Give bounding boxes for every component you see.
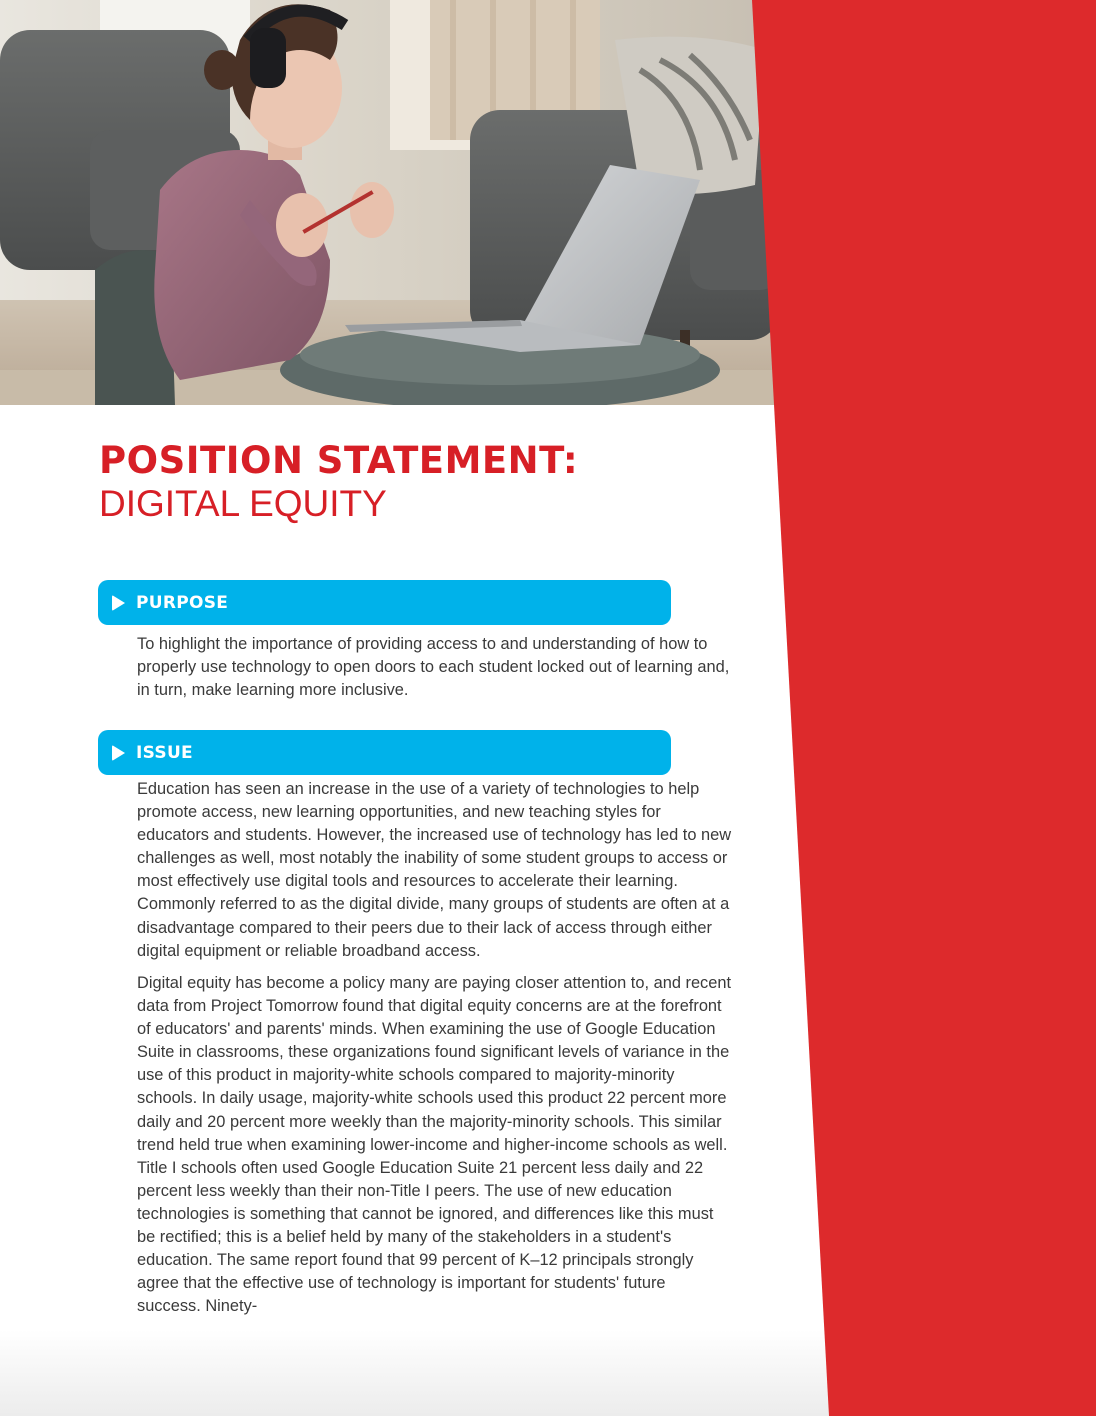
issue-label: ISSUE bbox=[136, 742, 193, 763]
title-line-position-statement: POSITION STATEMENT: bbox=[99, 439, 579, 482]
issue-paragraph-1: Education has seen an increase in the use of a variety of technologies to help promote access, new learning opportunities, and new teaching styles for educators and students. However, the increased use of technology has led to new challenges as well, most notably the inability of some student groups to access or most effectively use digital tools and resources to accelerate their learning. Commonly referred to as the digital divide, many groups of students are often at a disadvantage compared to their peers due to their lack of access through either digital equipment or reliable broadband access. bbox=[137, 780, 732, 960]
purpose-section-header bbox=[98, 580, 671, 625]
photo-student-with-laptop-icon bbox=[0, 0, 780, 405]
hero-photo bbox=[0, 0, 780, 405]
issue-paragraph-2: Digital equity has become a policy many are paying closer attention to, and recent data from Project Tomorrow found that digital equity concerns are at the forefront of educators' and parents' minds. When examining the use of Google Education Suite in classrooms, these organizations found significant levels of variance in the use of this product in majority-white schools compared to majority-minority schools. In daily usage, majority-white schools used this product 22 percent more daily and 20 percent more weekly than the majority-minority schools. This similar trend held true when examining lower-income and higher-income schools as well. Title I schools often used Google Education Suite 21 percent less daily and 22 percent less weekly than their non-Title I peers. The use of new education technologies is something that cannot be ignored, and differences like this must be rectified; this is a belief held by many of the stakeholders in a student's education. The same report found that 99 percent of K–12 principals strongly agree that the effective use of technology is important for students' future success. Ninety- bbox=[137, 974, 732, 1316]
title-line-digital-equity: DIGITAL EQUITY bbox=[99, 483, 387, 524]
issue-section-header bbox=[98, 730, 671, 775]
purpose-label: PURPOSE bbox=[136, 592, 229, 613]
page-bottom-shade bbox=[0, 1330, 1096, 1416]
play-arrow-icon bbox=[112, 745, 125, 761]
page-title bbox=[99, 440, 739, 526]
play-arrow-icon bbox=[112, 595, 125, 611]
purpose-paragraph: To highlight the importance of providing access to and understanding of how to properly use technology to open doors to each student locked out of learning and, in turn, make learning more inclusive. bbox=[137, 635, 730, 700]
